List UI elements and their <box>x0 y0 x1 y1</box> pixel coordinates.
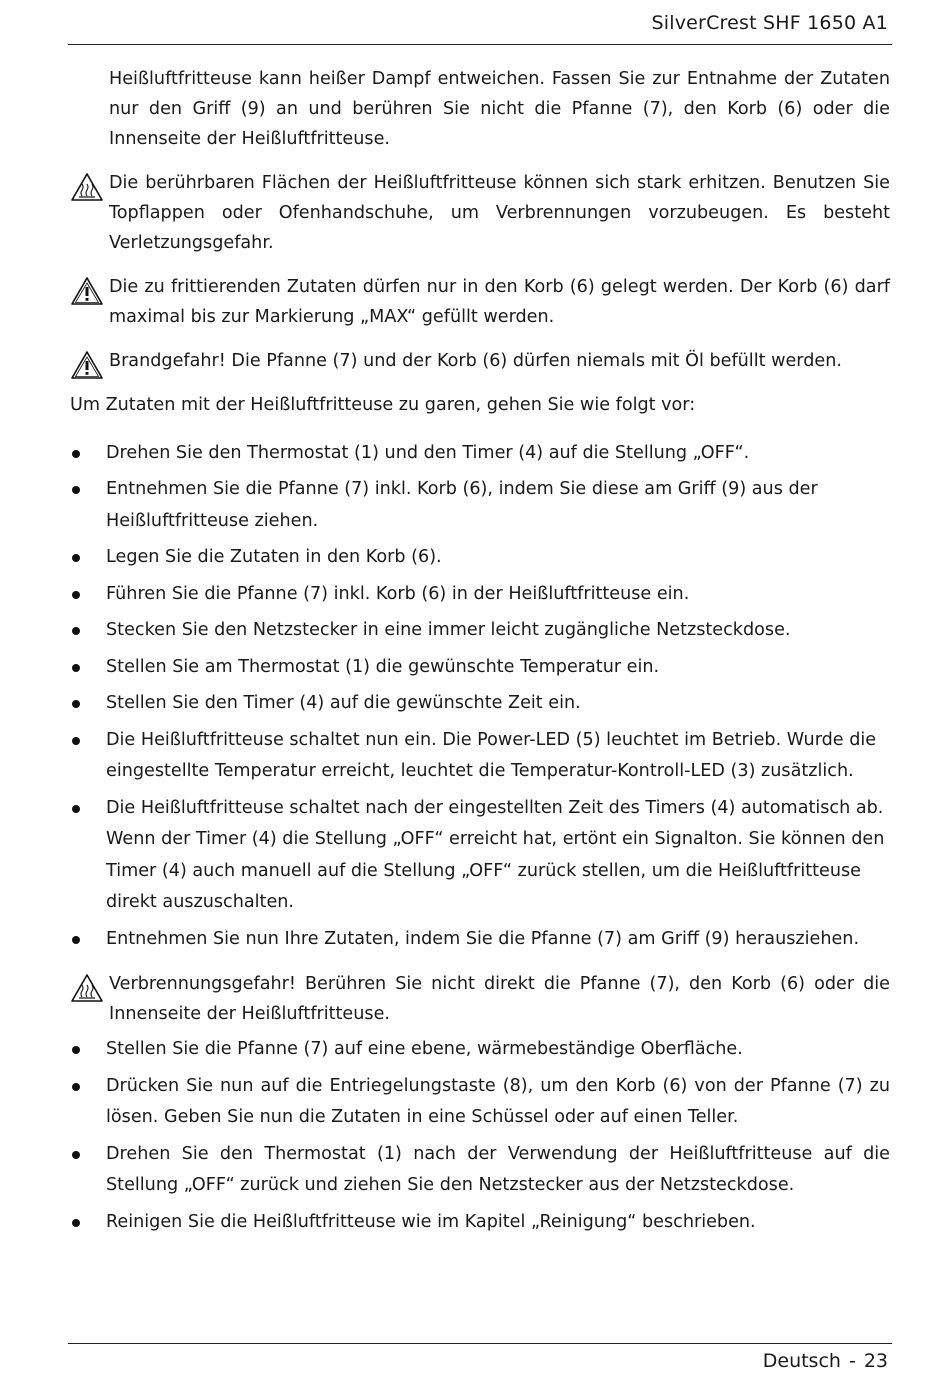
list-item <box>70 542 890 574</box>
step-text: Entnehmen Sie nun Ihre Zutaten, indem Sie die Pfanne (7) am Griff (9) herausziehen. <box>106 928 860 949</box>
step-text: Drücken Sie nun auf die Entriegelungstaste (8), um den Korb (6) von der Pfanne (7) zu lösen. Geben Sie nun die Zutaten in eine Schüssel oder auf einen Teller. <box>106 1075 890 1128</box>
footer-separator: - <box>848 1350 856 1372</box>
step-text: Legen Sie die Zutaten in den Korb (6). <box>106 547 442 568</box>
step-text: Drehen Sie den Thermostat (1) und den Timer (4) auf die Stellung „OFF“. <box>106 442 750 463</box>
list-item <box>70 579 890 611</box>
step-text: Stellen Sie die Pfanne (7) auf eine ebene, wärmebeständige Oberfläche. <box>106 1039 743 1060</box>
list-item <box>70 474 890 537</box>
warning-basket-max <box>70 272 890 332</box>
general-warning-icon <box>70 276 104 306</box>
step-text: Die Heißluftfritteuse schaltet nun ein. Die Power-LED (5) leuchtet im Betrieb. Wurde die eingestellte Temperatur erreicht, leuchtet die Temperatur-Kontroll-LED (3) zusätzlich. <box>106 729 877 782</box>
intro-continuation: Heißluftfritteuse kann heißer Dampf entweichen. Fassen Sie zur Entnahme der Zutaten nur den Griff (9) an und berühren Sie nicht die Pfanne (7), den Korb (6) oder die Innenseite der Heißluftfritteuse. <box>109 69 890 149</box>
bullet <box>72 737 80 745</box>
warning-text: Brandgefahr! Die Pfanne (7) und der Korb (6) dürfen niemals mit Öl befüllt werden. <box>109 351 842 371</box>
page-content <box>70 64 890 1238</box>
bullet <box>72 805 80 813</box>
bullet <box>72 554 80 562</box>
bullet <box>72 700 80 708</box>
bullet <box>72 1151 80 1159</box>
bullet <box>72 486 80 494</box>
warning-fire <box>70 346 890 376</box>
list-item <box>70 725 890 788</box>
after-steps <box>70 1034 890 1238</box>
list-item <box>70 652 890 684</box>
step-text: Stellen Sie den Timer (4) auf die gewünschte Zeit ein. <box>106 693 581 714</box>
step-text: Drehen Sie den Thermostat (1) nach der Verwendung der Heißluftfritteuse auf die Stellung „OFF“ zurück und ziehen Sie den Netzstecker aus der Netzsteckdose. <box>106 1143 890 1196</box>
list-item <box>70 615 890 647</box>
bullet <box>72 664 80 672</box>
list-item <box>70 1207 890 1239</box>
hot-surface-warning-icon <box>70 973 104 1003</box>
general-warning-icon <box>70 350 104 380</box>
list-item <box>70 1071 890 1134</box>
list-item <box>70 1139 890 1202</box>
bullet <box>72 1219 80 1227</box>
warning-text: Die zu frittierenden Zutaten dürfen nur in den Korb (6) gelegt werden. Der Korb (6) darf maximal bis zur Markierung „MAX“ gefüllt werden. <box>109 277 890 327</box>
warning-text: Die berührbaren Flächen der Heißluftfritteuse können sich stark erhitzen. Benutzen Sie Topflappen oder Ofenhandschuhe, um Verbrennungen vorzubeugen. Es besteht Verletzungsgefahr. <box>109 173 890 253</box>
bullet <box>72 627 80 635</box>
header-rule <box>68 44 892 45</box>
warning-burn <box>70 969 890 1029</box>
step-text: Entnehmen Sie die Pfanne (7) inkl. Korb (6), indem Sie diese am Griff (9) aus der Heißluftfritteuse ziehen. <box>106 479 818 531</box>
footer-rule <box>68 1343 892 1344</box>
bullet <box>72 1083 80 1091</box>
step-text: Stellen Sie am Thermostat (1) die gewünschte Temperatur ein. <box>106 656 660 677</box>
list-item <box>70 438 890 470</box>
footer <box>763 1350 888 1372</box>
step-text: Stecken Sie den Netzstecker in eine immer leicht zugängliche Netzsteckdose. <box>106 620 791 641</box>
warning-text: Verbrennungsgefahr! Berühren Sie nicht direkt die Pfanne (7), den Korb (6) oder die Innenseite der Heißluftfritteuse. <box>109 974 890 1025</box>
header-title: SilverCrest SHF 1650 A1 <box>651 12 888 34</box>
bullet <box>72 1046 80 1054</box>
procedure-steps <box>70 438 890 956</box>
list-item <box>70 688 890 720</box>
list-item <box>70 793 890 919</box>
page-number: 23 <box>863 1350 888 1372</box>
warning-hot-surface <box>70 168 890 258</box>
bullet <box>72 450 80 458</box>
bullet <box>72 591 80 599</box>
hot-surface-warning-icon <box>70 172 104 202</box>
step-text: Die Heißluftfritteuse schaltet nach der eingestellten Zeit des Timers (4) automatisch ab. Wenn der Timer (4) die Stellung „OFF“ erreicht hat, ertönt ein Signalton. Sie können den Timer (4) auch manuell auf die Stellung „OFF“ zurück stellen, um die Heißluftfritteuse direkt auszuschalten. <box>106 797 885 913</box>
list-item <box>70 1034 890 1066</box>
bullet <box>72 936 80 944</box>
list-item <box>70 924 890 956</box>
procedure-intro: Um Zutaten mit der Heißluftfritteuse zu garen, gehen Sie wie folgt vor: <box>70 395 696 415</box>
footer-language: Deutsch <box>762 1350 841 1372</box>
step-text: Führen Sie die Pfanne (7) inkl. Korb (6) in der Heißluftfritteuse ein. <box>106 583 690 604</box>
step-text: Reinigen Sie die Heißluftfritteuse wie im Kapitel „Reinigung“ beschrieben. <box>106 1211 756 1232</box>
